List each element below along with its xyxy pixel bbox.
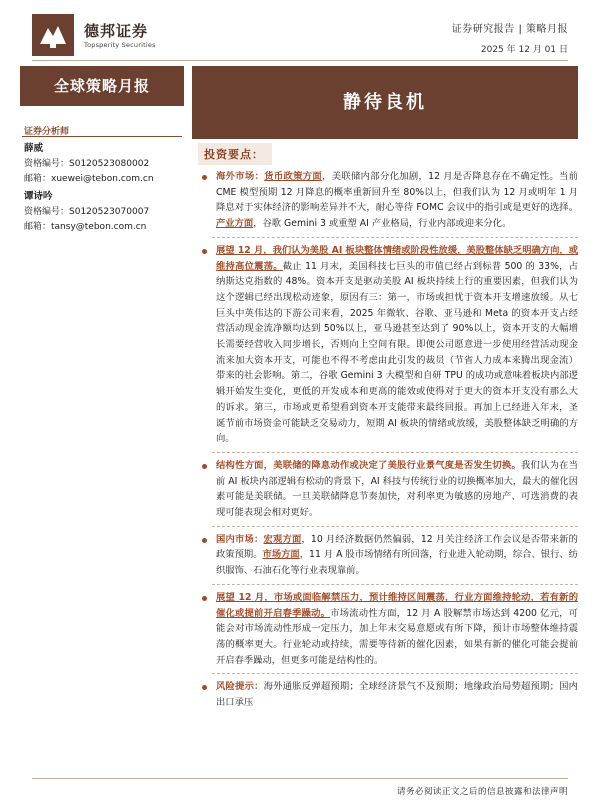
analyst-cert: 资格编号：S0120523080002 [24, 158, 150, 169]
analyst-section-label: 证券分析师 [24, 127, 70, 137]
bullet-dot-icon [202, 175, 207, 180]
bullet-dot-icon [202, 538, 207, 543]
bullet-divider [212, 452, 578, 453]
bullet-dot-icon [202, 464, 207, 469]
section-heading: 投资要点： [198, 143, 272, 165]
bullet-divider [212, 237, 578, 238]
bullet-domestic-market: 国内市场：宏观方面，10 月经济数据仍然偏弱，12 月关注经济工作会议是否带来新的政策预期。市场方面，11 月 A 股市场情绪有所回落，行业进入轮动期，综合、银行、纺织服饰、石油石化等行业表现靠前。 [198, 532, 578, 579]
footer-divider [32, 778, 568, 779]
report-date: 2025 年 12 月 01 日 [480, 45, 568, 55]
analyst-cert: 资格编号：S0120523070007 [24, 206, 150, 217]
header-divider [32, 60, 568, 61]
disclaimer-text: 请务必阅读正文之后的信息披露和法律声明 [396, 787, 568, 797]
bullet-december-outlook: 展望 12 月，市场或面临解禁压力，预计维持区间震荡，行业方面维持轮动，若有新的催化或提前开启春季躁动。市场流动性方面，12 月 A 股解禁市场达到 4200 亿元，可能会对市场流动性形成一定压力，加上年末交易意愿或有所下降，预计市场整体维持震荡的概率更大。行业轮动或持续，需要等待新的催化因素，如果有新的催化可能会提前开启春季躁动，但更多可能是结构性的。 [198, 590, 578, 669]
analyst-card [24, 141, 194, 188]
brand-name-en: Topsperity Securities [84, 41, 156, 49]
report-title: 静待良机 [343, 92, 427, 113]
company-logo [32, 14, 74, 56]
report-type: 证券研究报告 | 策略月报 [451, 24, 568, 35]
bullet-divider [212, 584, 578, 585]
bullet-divider [212, 526, 578, 527]
bullet-overseas-market: 海外市场：货币政策方面，美联储内部分化加剧，12 月是否降息存在不确定性。当前 CME 模型预期 12 月降息的概率重新回升至 80%以上，但我们认为 12 月或明年 1 月降息对于实体经济的影响差异并不大，耐心等待 FOMC 会议中的指引或是更好的选择。产业方面，谷歌 Gemini 3 或重塑 AI 产业格局，行业内部或迎来分化。 [198, 169, 578, 232]
key-points-list [198, 169, 578, 711]
analyst-divider [22, 136, 182, 137]
analyst-name: 薛威 [24, 143, 44, 154]
bullet-risk-warning: 风险提示：海外通胀反弹超预期；全球经济景气不及预期；地缘政治局势超预期；国内出口承压 [198, 679, 578, 710]
bullet-structural: 结构性方面，美联储的降息动作或决定了美股行业景气度是否发生切换。我们认为在当前 AI 板块内部逻辑有松动的背景下，AI 科技与传统行业的切换概率加大，最大的催化因素可能是美联储。一旦美联储降息节奏加快，对利率更为敏感的房地产、可选消费的表现可能表现会相对更好。 [198, 458, 578, 521]
analyst-email[interactable]: 邮箱：xuewei@tebon.com.cn [24, 174, 154, 184]
analyst-card [24, 189, 194, 236]
bullet-dot-icon [202, 596, 207, 601]
bullet-divider [212, 673, 578, 674]
series-banner: 全球策略月报 [20, 66, 184, 106]
bullet-us-outlook: 展望 12 月，我们认为美股 AI 板块整体情绪或阶段性放缓，美股整体缺乏明确方向，或维持高位震荡。截止 11 月末，美国科技七巨头的市值已经占到标普 500 的 33%，占纳斯达克指数的 48%。资本开支是驱动美股 AI 板块持续上行的重要因素，但我们认为这个逻辑已经出现松动迹象，原因有三：第一，市场或担忧于资本开支增速放缓。从七巨头中英伟达的下游公司来看，2025 年微软、谷歌、亚马逊和 Meta 的资本开支占经营活动现金流净额均达到 50%以上，亚马逊甚至达到了 90%以上，资本开支的大幅增长需要经营收入同步增长，否则向上空间有限。即便公司愿意进一步使用经营活动现金流来加大资本开支，可能也不得不考虑由此引发的裁员（节省人力成本来腾出现金流）带来的社会影响。第二，谷歌 Gemini 3 大模型和自研 TPU 的成功或意味着板块内部逻辑开始发生变化，更低的开发成本和更高的能效或使得对于更大的资本开支没有那么大的诉求。第三，市场或更希望看到资本开支能带来最终回报。再加上已经进入年末，圣诞节前市场资金可能缺乏交易动力，短期 AI 板块的情绪或放缓，美股整体缺乏明确的方向。 [198, 243, 578, 447]
analyst-name: 谭诗吟 [24, 191, 53, 202]
bullet-dot-icon [202, 249, 207, 254]
brand-name-cn: 德邦证券 [84, 22, 149, 40]
analyst-email[interactable]: 邮箱：tansy@tebon.com.cn [24, 222, 147, 232]
bullet-dot-icon [202, 685, 207, 690]
